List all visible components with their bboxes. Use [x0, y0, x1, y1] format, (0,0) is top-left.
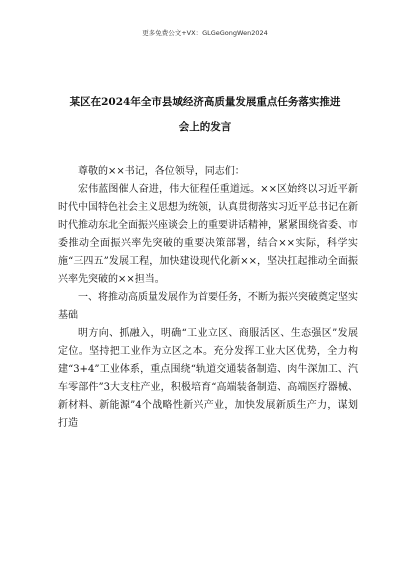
- salutation: 尊敬的××书记，各位领导，同志们：: [78, 166, 245, 177]
- paragraph-2: 明方向、抓融入，明确“工业立区、商服活区、生态强区”发展定位。坚持把工业作为立区之本。充分发挥工业大区优势，全力构建“3+4”工业体系，重点围绕“轨道交通装备制造、肉牛深加工、汽车零部件”3大支柱产业，积极培育“高端装备制造、高端医疗器械、新材料、新能源”4个战略性新兴产业，加快发展新质生产力，谋划打造: [58, 328, 358, 429]
- section-heading-1: 一、将推动高质量发展作为首要任务，不断为振兴突破奠定坚实基础: [58, 292, 358, 321]
- document-title-line2: 会上的发言: [178, 121, 232, 133]
- document-title-line1: 某区在2024年全市县域经济高质量发展重点任务落实推进: [69, 96, 341, 108]
- document-body: [58, 163, 358, 433]
- paragraph-1: 宏伟蓝图催人奋进，伟大征程任重道远。××区始终以习近平新时代中国特色社会主义思想为统领，认真贯彻落实习近平总书记在新时代推动东北全面振兴座谈会上的重要讲话精神，紧紧围绕省委、市委推动全面振兴率先突破的重要决策部署，结合××实际，科学实施“三四五”发展工程，加快建设现代化新××，坚决扛起推动全面振兴率先突破的××担当。: [58, 184, 358, 285]
- header-note: 更多免费公文+VX：GLGeGongWen2024: [142, 29, 268, 37]
